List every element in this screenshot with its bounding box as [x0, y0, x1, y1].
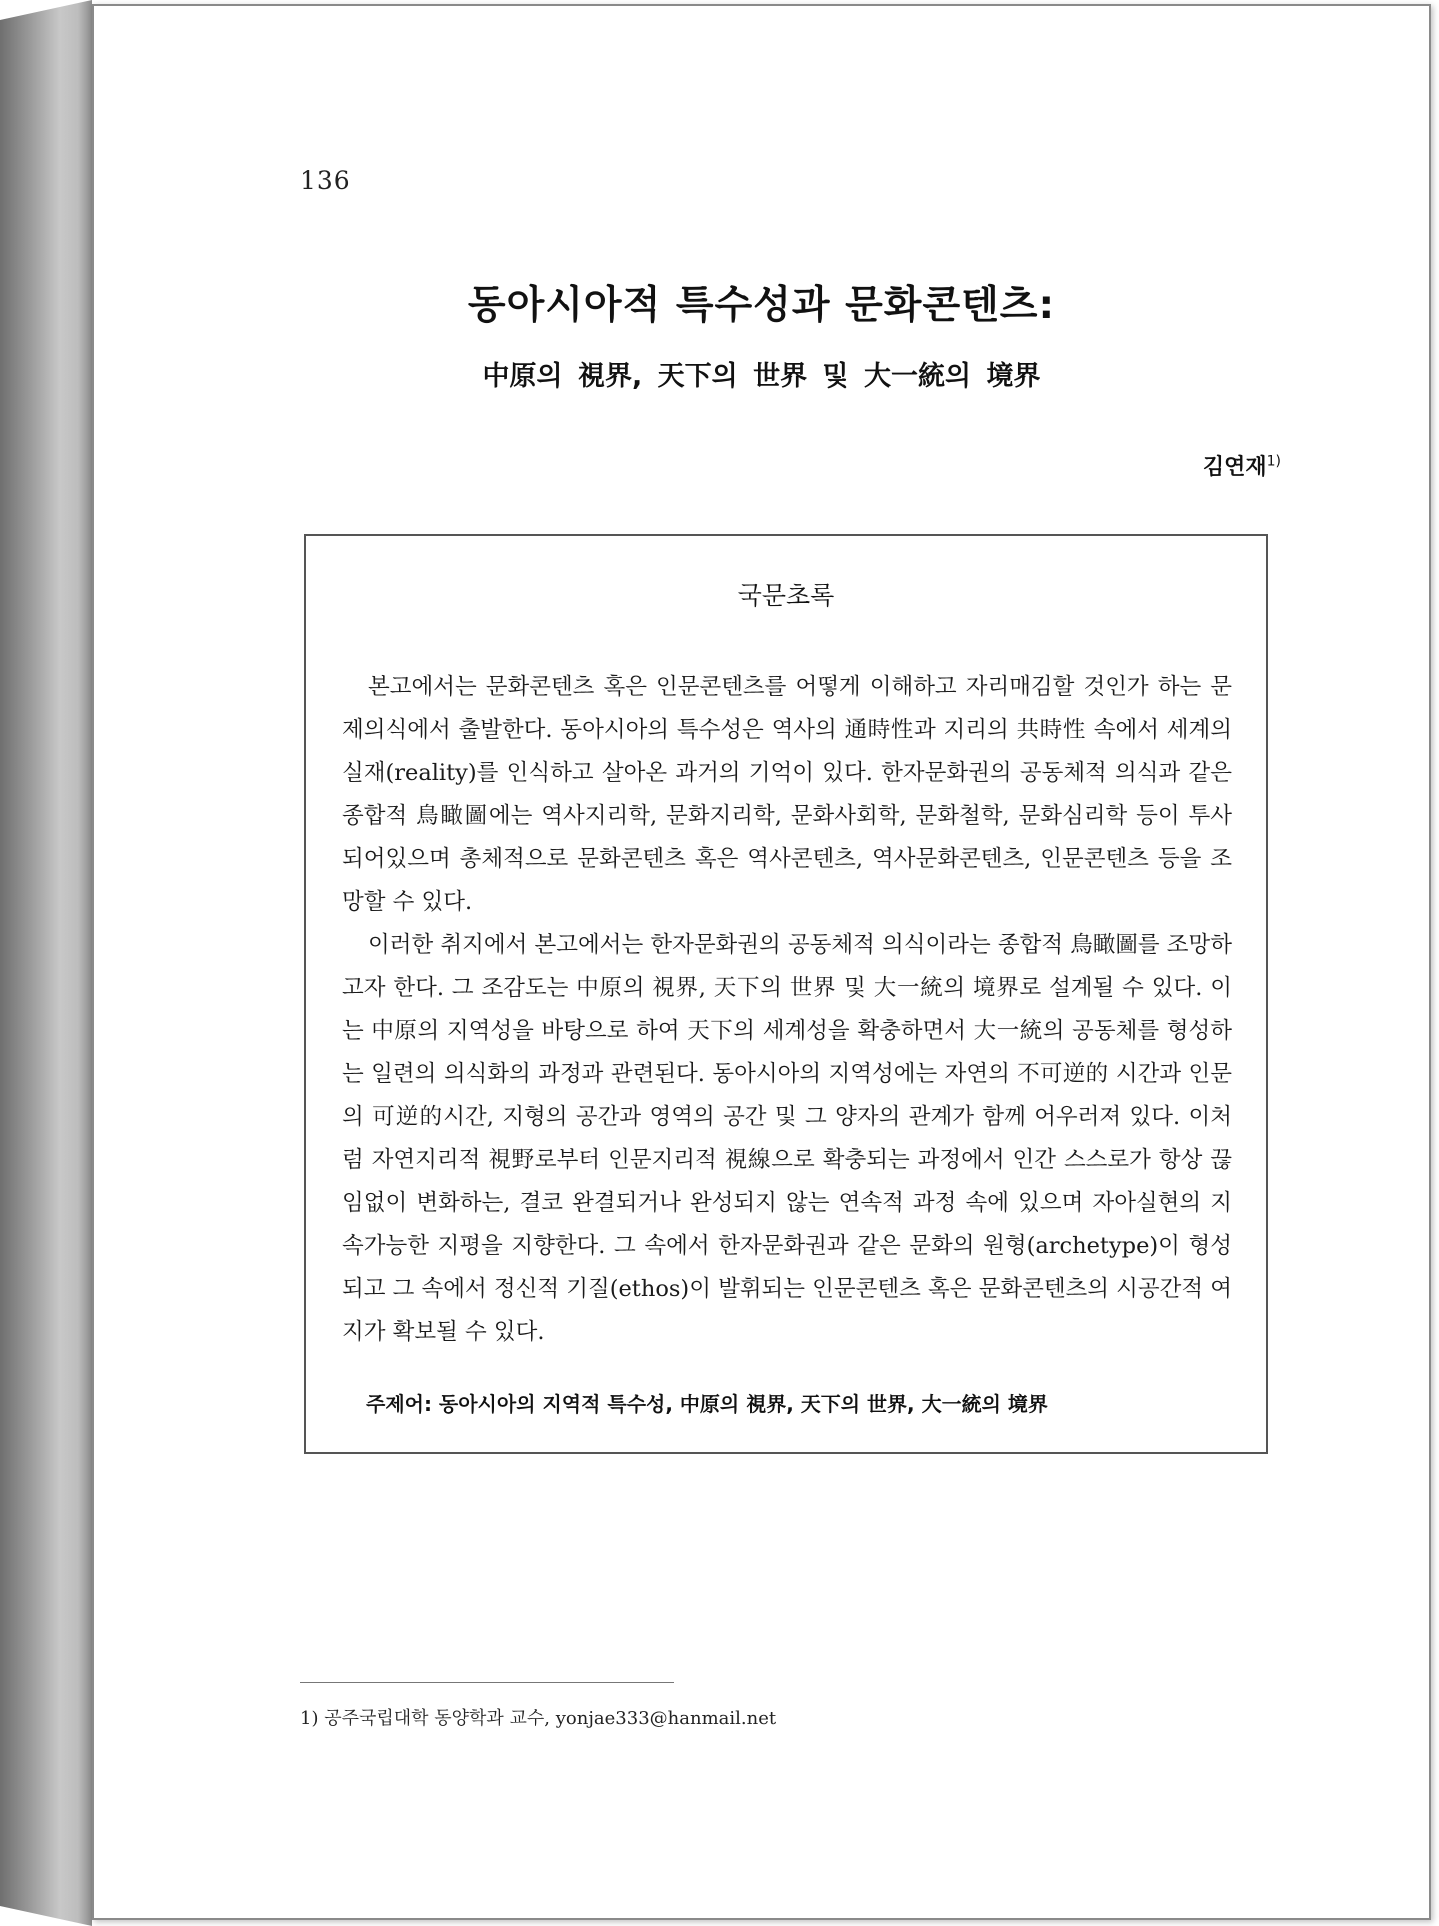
- book-spine-top-corner: [0, 0, 92, 20]
- abstract-body: [342, 666, 1232, 1354]
- footnote: 1) 공주국립대학 동양학과 교수, yonjae333@hanmail.net: [300, 1708, 777, 1729]
- abstract-paragraph: 본고에서는 문화콘텐츠 혹은 인문콘텐츠를 어떻게 이해하고 자리매김할 것인가 하는 문제의식에서 출발한다. 동아시아의 특수성은 역사의 通時性과 지리의 共時性 속에서 세계의 실재(reality)를 인식하고 살아온 과거의 기억이 있다. 한자문화권의 공동체적 의식과 같은 종합적 鳥瞰圖에는 역사지리학, 문화지리학, 문화사회학, 문화철학, 문화심리학 등이 투사되어있으며 총체적으로 문화콘텐츠 혹은 역사콘텐츠, 역사문화콘텐츠, 인문콘텐츠 등을 조망할 수 있다.: [342, 674, 1232, 915]
- book-spine: [0, 0, 92, 1926]
- book-spine-bottom-corner: [0, 1906, 92, 1926]
- abstract-paragraph: 이러한 취지에서 본고에서는 한자문화권의 공동체적 의식이라는 종합적 鳥瞰圖를 조망하고자 한다. 그 조감도는 中原의 視界, 天下의 世界 및 大一統의 境界로 설계될 수 있다. 이는 中原의 지역성을 바탕으로 하여 天下의 세계성을 확충하면서 大一統의 공동체를 형성하는 일련의 의식화의 과정과 관련된다. 동아시아의 지역성에는 자연의 不可逆的 시간과 인문의 可逆的시간, 지형의 공간과 영역의 공간 및 그 양자의 관계가 함께 어우러져 있다. 이처럼 자연지리적 視野로부터 인문지리적 視線으로 확충되는 과정에서 인간 스스로가 항상 끊임없이 변화하는, 결코 완결되거나 완성되지 않는 연속적 과정 속에 있으며 자아실현의 지속가능한 지평을 지향한다. 그 속에서 한자문화권과 같은 문화의 원형(archetype)이 형성되고 그 속에서 정신적 기질(ethos)이 발휘되는 인문콘텐츠 혹은 문화콘텐츠의 시공간적 여지가 확보될 수 있다.: [342, 932, 1233, 1345]
- abstract-heading: 국문초록: [737, 581, 835, 610]
- paper-page: [92, 4, 1431, 1920]
- footnote-divider: [300, 1682, 674, 1683]
- paper-subtitle: 中原의 視界, 天下의 世界 및 大一統의 境界: [482, 361, 1041, 392]
- page-number: 136: [300, 166, 351, 195]
- keywords: 주제어: 동아시아의 지역적 특수성, 中原의 視界, 天下의 世界, 大一統의 境界: [366, 1392, 1048, 1416]
- paper-title: 동아시아적 특수성과 문화콘텐츠:: [467, 283, 1056, 328]
- author-footnote-marker: 1): [1266, 453, 1281, 470]
- author-line: [1203, 450, 1281, 481]
- author-name: 김연재: [1202, 455, 1267, 480]
- abstract-box: [304, 534, 1268, 1454]
